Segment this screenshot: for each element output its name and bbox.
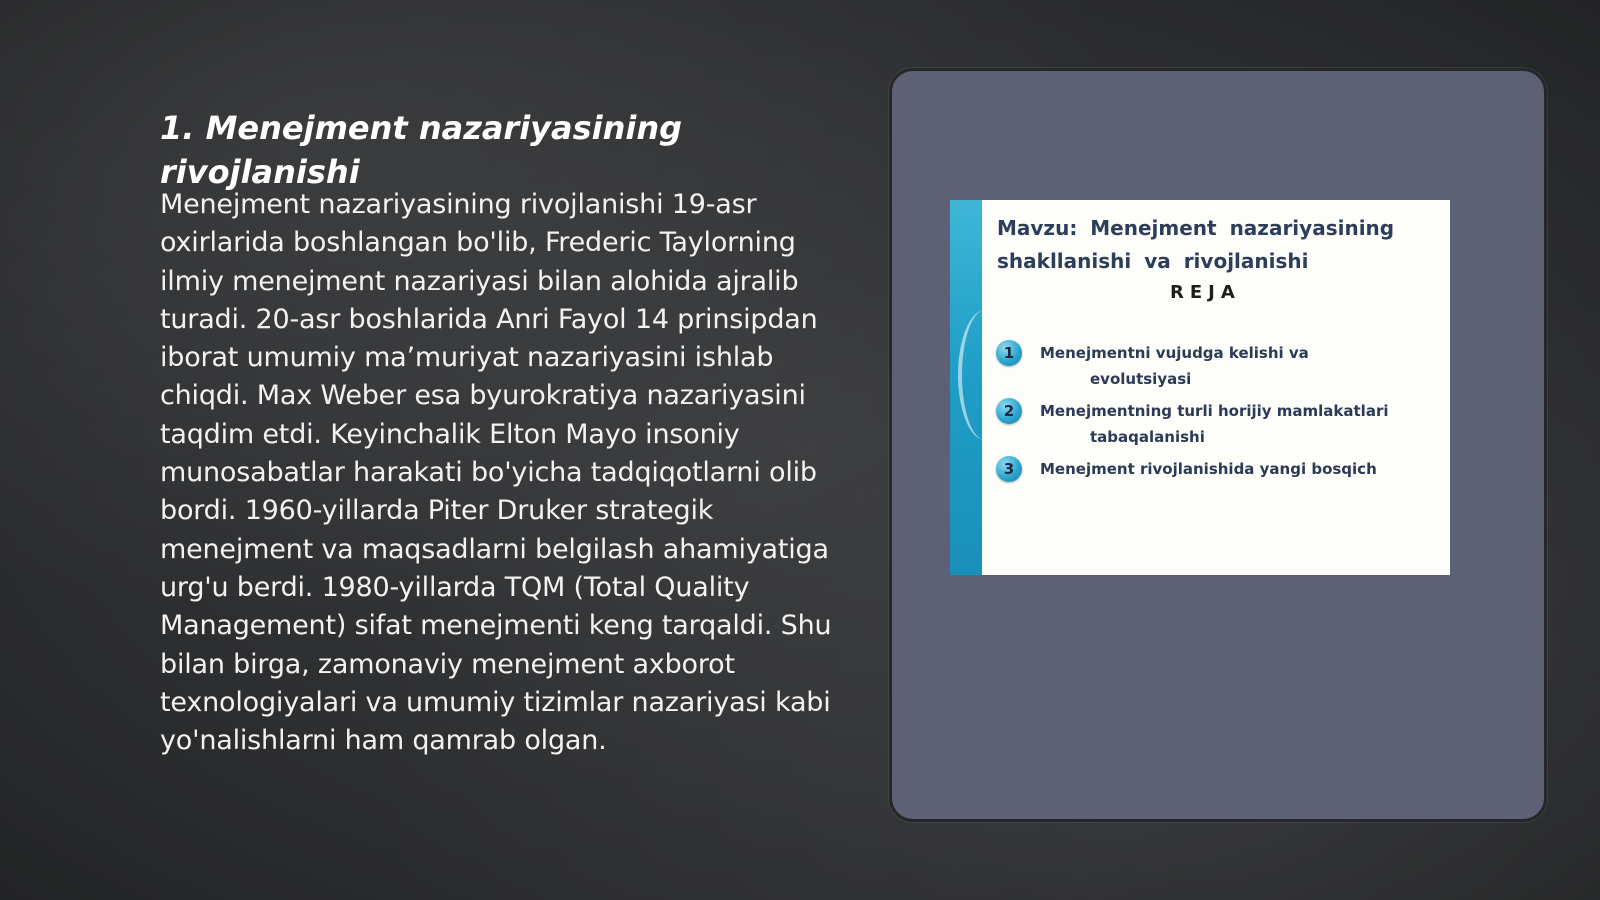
slide-body-text: Menejment nazariyasining rivojlanishi 19-asr oxirlarida boshlangan bo'lib, Frederic Taylorning ilmiy menejment nazariyasi bilan alohida ajralib turadi. 20-asr boshlarida Anri Fayol 14 prinsipdan iborat umumiy ma’muriyat nazariyasini ishlab chiqdi. Max Weber esa byurokratiya nazariyasini taqdim etdi. Keyinchalik Elton Mayo insoniy munosabatlar harakati bo'yicha tadqiqotlarni olib bordi. 1960-yillarda Piter Druker strategik menejment va maqsadlarni belgilash ahamiyatiga urg'u berdi. 1980-yillarda TQM (Total Quality Management) sifat menejmenti keng tarqaldi. Shu bilan birga, zamonaviy menejment axborot texnologiyalari va umumiy tizimlar nazariyasi kabi yo'nalishlarni ham qamrab olgan. — [160, 189, 832, 757]
plan-item — [994, 340, 1444, 392]
slide-title: 1. Menejment nazariyasining rivojlanishi — [160, 109, 683, 191]
embedded-slide-accent-stripe — [950, 200, 982, 575]
embedded-slide-title: Mavzu: Menejment nazariyasining shakllanishi va rivojlanishi — [997, 216, 1395, 273]
number-badge-icon: 2 — [996, 398, 1022, 424]
number-badge-icon: 1 — [996, 340, 1022, 366]
number-badge-icon: 3 — [996, 456, 1022, 482]
embedded-slide-image — [950, 200, 1450, 575]
plan-item-line: Menejmentning turli horijiy mamlakatlari — [1040, 402, 1389, 420]
plan-item — [994, 456, 1444, 482]
plan-item-line: evolutsiyasi — [1090, 370, 1192, 388]
embedded-slide-plan-list — [994, 340, 1444, 488]
embedded-slide-reja-heading: REJA — [1170, 282, 1241, 303]
plan-item-line: Menejment rivojlanishida yangi bosqich — [1040, 460, 1377, 478]
plan-item — [994, 398, 1444, 450]
plan-item-line: Menejmentni vujudga kelishi va — [1040, 344, 1309, 362]
plan-item-line: tabaqalanishi — [1090, 428, 1205, 446]
